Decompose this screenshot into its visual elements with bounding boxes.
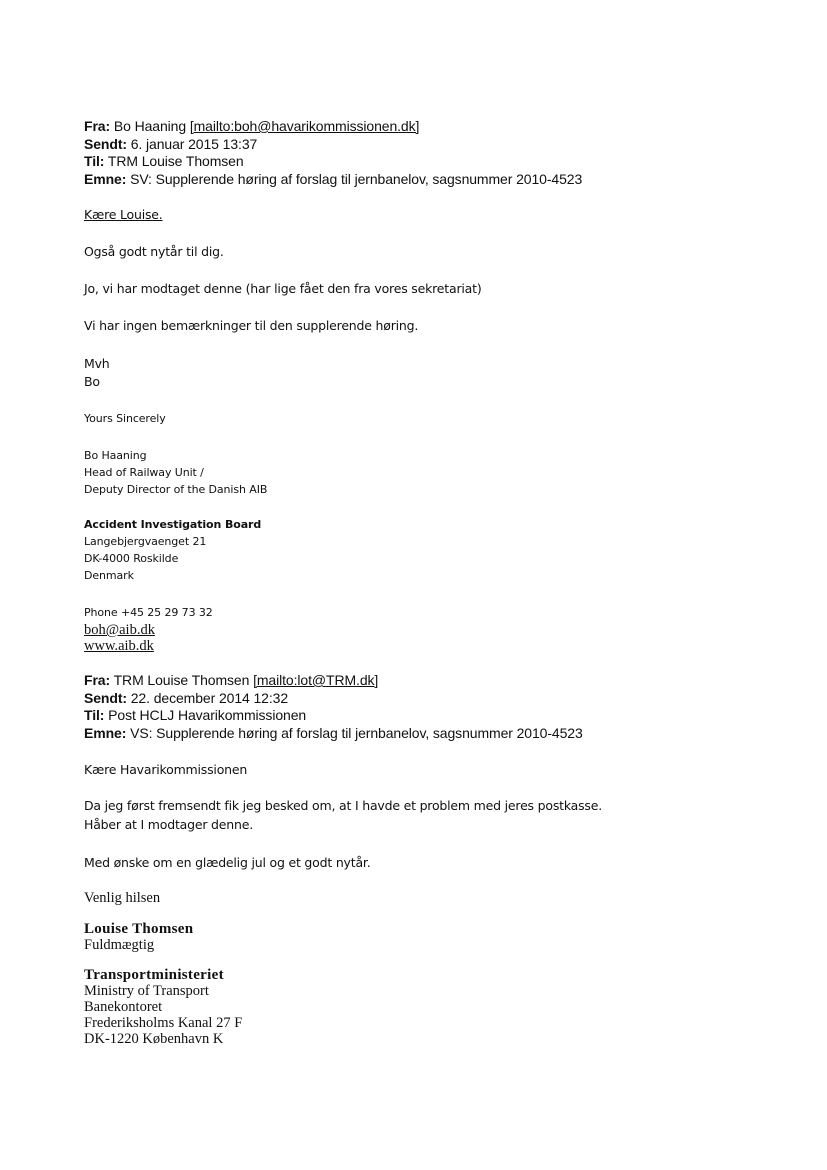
email1-signature bbox=[84, 447, 267, 498]
signature-name: Louise Thomsen bbox=[84, 921, 194, 937]
subject-text: VS: Supplerende høring af forslag til jernbanelov, sagsnummer 2010-4523 bbox=[130, 724, 583, 741]
address-line-2: DK-4000 Roskilde bbox=[84, 552, 179, 565]
email2-paragraph-1 bbox=[84, 798, 602, 833]
signature-name: Bo Haaning bbox=[84, 449, 147, 462]
email1-address bbox=[84, 516, 261, 584]
signature-title-1: Head of Railway Unit / bbox=[84, 466, 204, 479]
address-line-3: Denmark bbox=[84, 569, 134, 582]
email1-header bbox=[84, 118, 582, 188]
sent-label: Sendt: bbox=[84, 689, 127, 706]
phone-number: Phone +45 25 29 73 32 bbox=[84, 606, 213, 619]
email1-contact-links bbox=[84, 622, 155, 654]
email1-paragraph-2: Jo, vi har modtaget denne (har lige fået den fra vores sekretariat) bbox=[84, 281, 482, 296]
email1-paragraph-1: Også godt nytår til dig. bbox=[84, 244, 224, 259]
paragraph-line-2: Håber at I modtager denne. bbox=[84, 817, 253, 832]
organization-name: Accident Investigation Board bbox=[84, 518, 262, 531]
mailto-link[interactable]: [mailto:lot@TRM.dk] bbox=[253, 672, 379, 688]
from-label: Fra: bbox=[84, 118, 111, 134]
email2-header bbox=[84, 672, 583, 742]
ministry-name-en: Ministry of Transport bbox=[84, 983, 209, 999]
from-name: Bo Haaning bbox=[113, 118, 187, 134]
sent-date: 22. december 2014 12:32 bbox=[130, 689, 289, 706]
closing-line-2: Bo bbox=[84, 374, 100, 389]
department: Banekontoret bbox=[84, 999, 163, 1015]
signature-title: Fuldmægtig bbox=[84, 937, 155, 953]
subject-label: Emne: bbox=[84, 724, 127, 741]
regards: Venlig hilsen bbox=[84, 890, 161, 906]
signature-title-2: Deputy Director of the Danish AIB bbox=[84, 483, 268, 496]
yours-sincerely: Yours Sincerely bbox=[84, 412, 166, 425]
paragraph-line-1: Da jeg først fremsendt fik jeg besked om, at I havde et problem med jeres postkasse. bbox=[84, 798, 603, 813]
subject-label: Emne: bbox=[84, 170, 127, 187]
email-link[interactable]: boh@aib.dk bbox=[84, 622, 155, 638]
email2-signature bbox=[84, 921, 193, 953]
closing-line-1: Mvh bbox=[84, 356, 110, 371]
to-recipient: TRM Louise Thomsen bbox=[107, 153, 244, 169]
from-name: TRM Louise Thomsen bbox=[113, 672, 250, 688]
website-link[interactable]: www.aib.dk bbox=[84, 638, 154, 654]
ministry-name: Transportministeriet bbox=[84, 967, 224, 983]
to-recipient: Post HCLJ Havarikommissionen bbox=[108, 707, 307, 723]
email2-greeting: Kære Havarikommissionen bbox=[84, 762, 248, 777]
subject-text: SV: Supplerende høring af forslag til jernbanelov, sagsnummer 2010-4523 bbox=[130, 170, 583, 187]
sent-label: Sendt: bbox=[84, 135, 127, 152]
to-label: Til: bbox=[84, 153, 105, 169]
from-label: Fra: bbox=[84, 672, 111, 688]
email2-address bbox=[84, 967, 242, 1047]
email1-closing bbox=[84, 356, 110, 390]
address-line-2: DK-1220 København K bbox=[84, 1031, 224, 1047]
sent-date: 6. januar 2015 13:37 bbox=[130, 135, 258, 152]
email1-paragraph-3: Vi har ingen bemærkninger til den supplerende høring. bbox=[84, 318, 419, 333]
email1-greeting: Kære Louise. bbox=[84, 207, 163, 222]
email2-paragraph-2: Med ønske om en glædelig jul og et godt nytår. bbox=[84, 855, 371, 870]
to-label: Til: bbox=[84, 707, 105, 723]
address-line-1: Frederiksholms Kanal 27 F bbox=[84, 1015, 243, 1031]
address-line-1: Langebjergvaenget 21 bbox=[84, 535, 207, 548]
mailto-link[interactable]: [mailto:boh@havarikommissionen.dk] bbox=[189, 118, 420, 134]
